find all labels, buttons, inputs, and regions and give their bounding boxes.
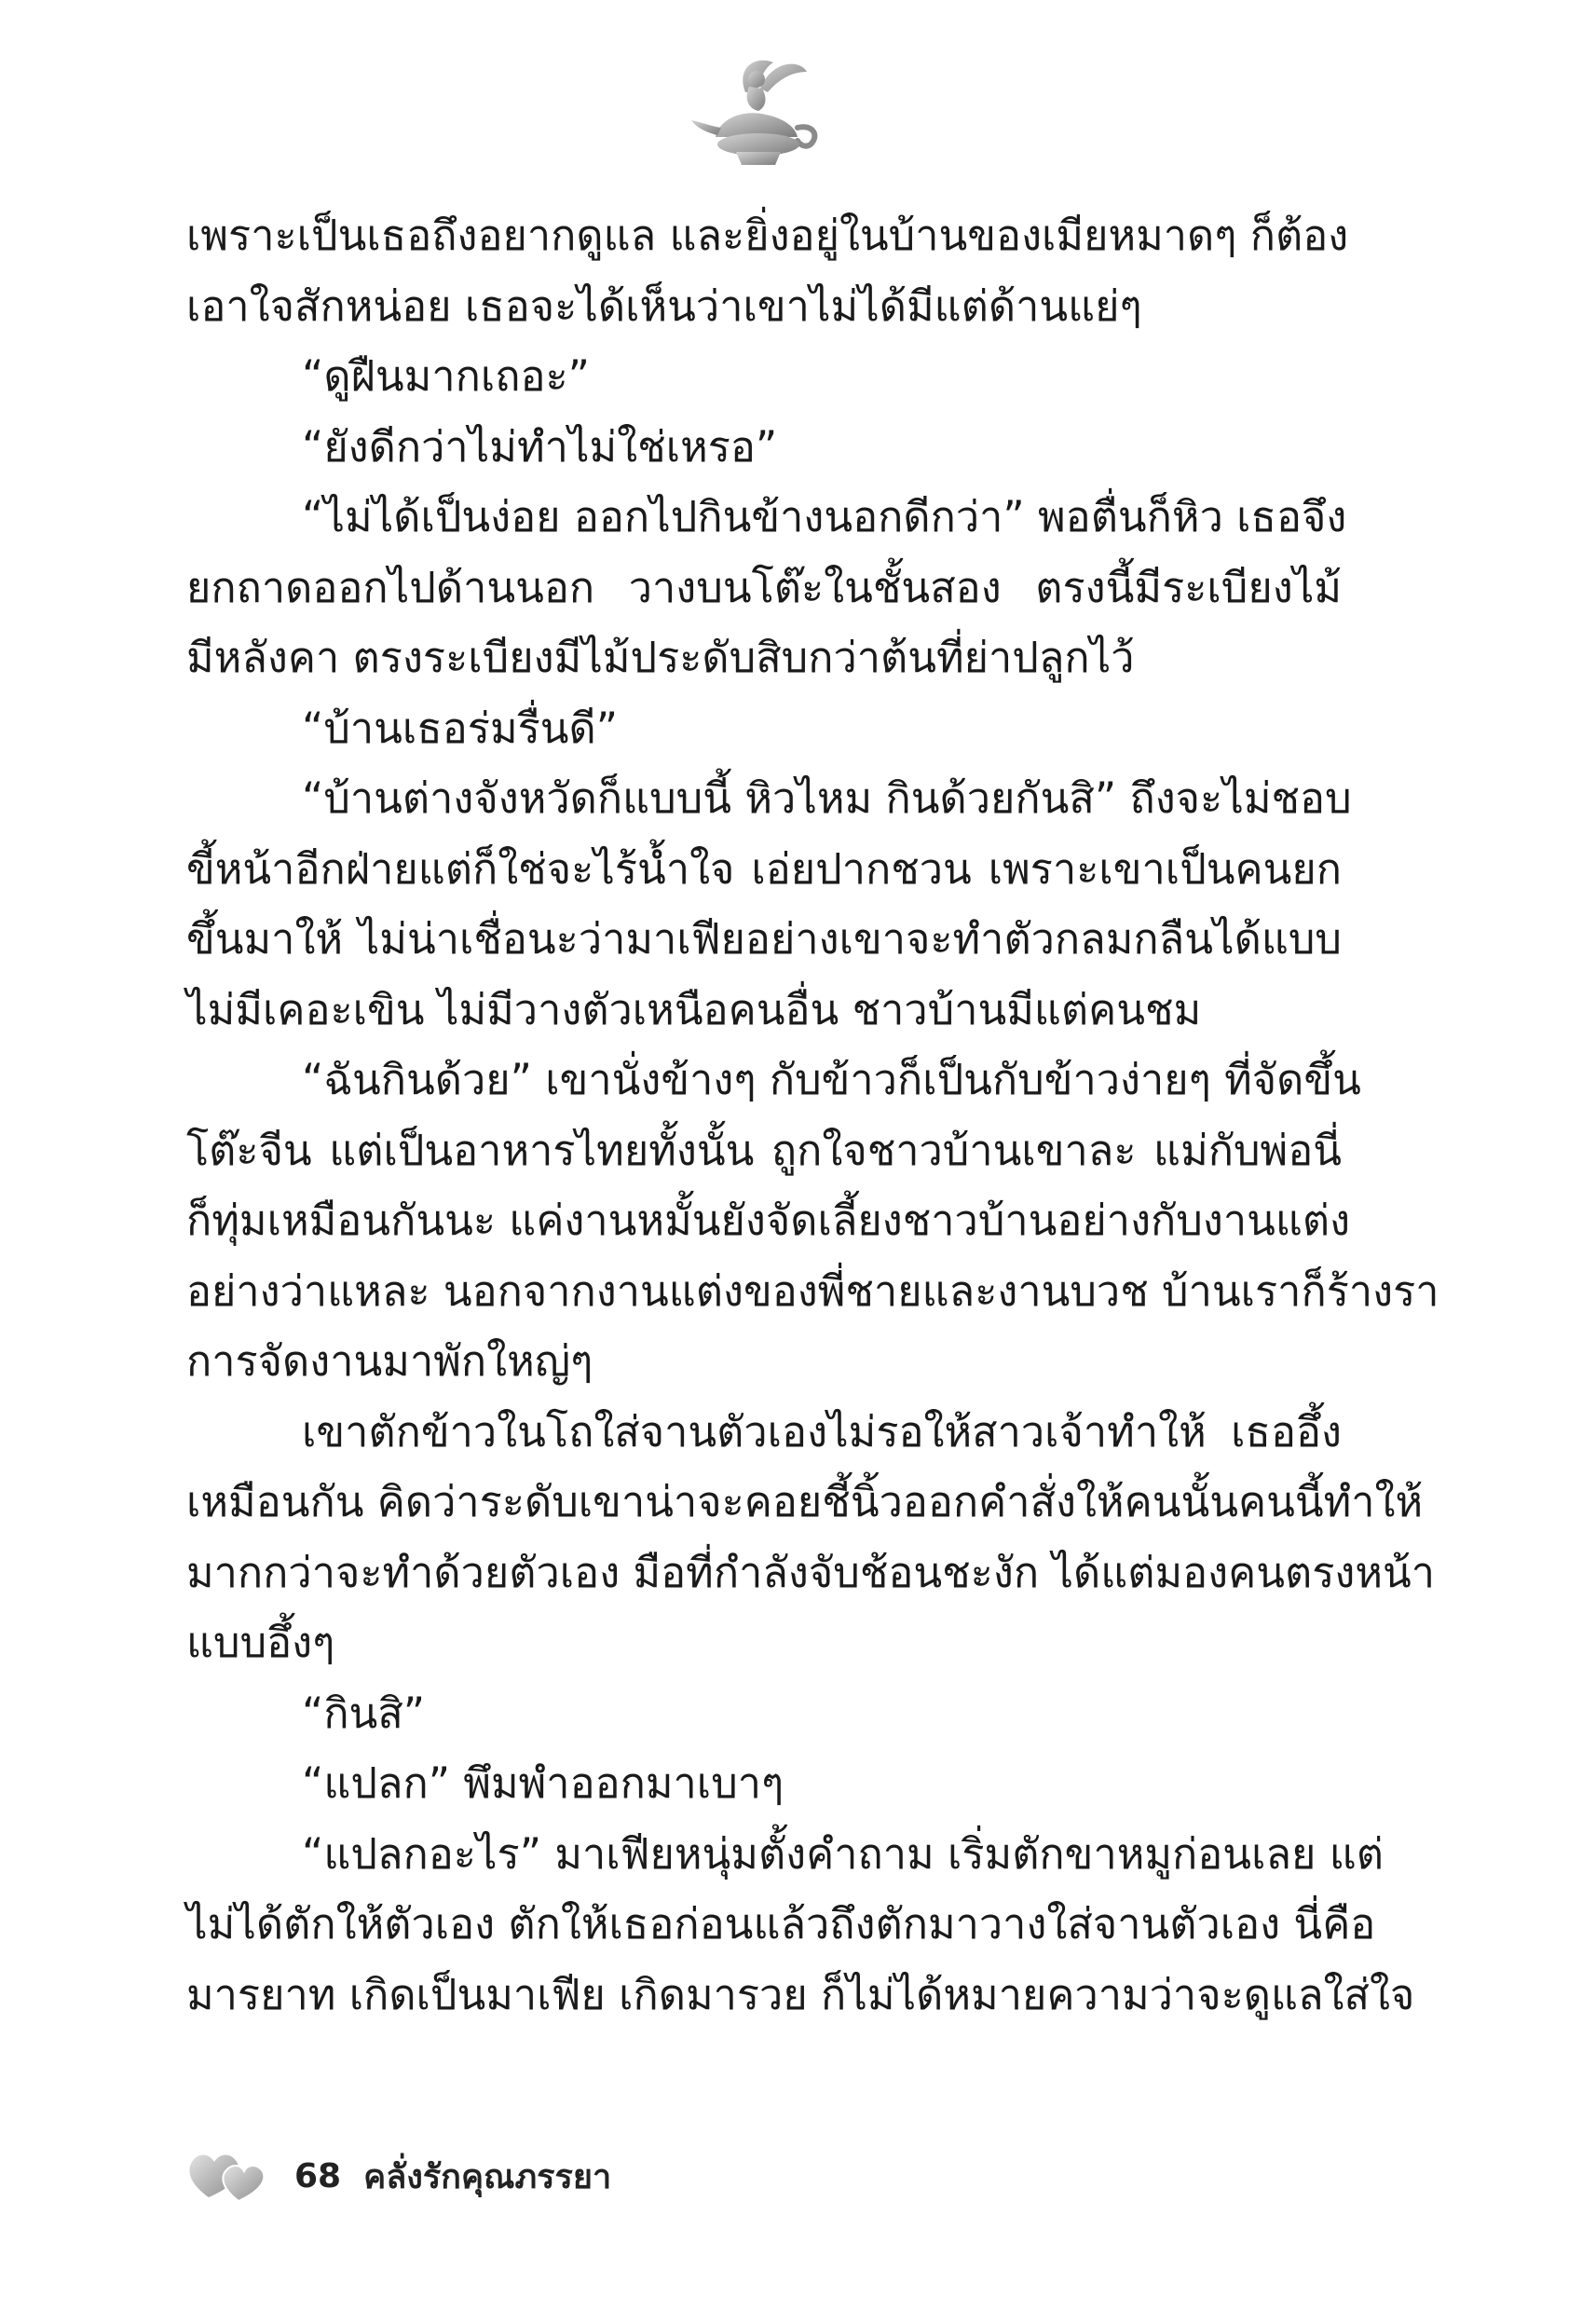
text-line: “ดูฝืนมากเถอะ” [302, 351, 590, 401]
text-line: เขาตักข้าวในโถใส่จานตัวเองไม่รอให้สาวเจ้าทำให้ เธออึ้ง [302, 1406, 1342, 1456]
text-line: “ยังดีกว่าไม่ทำไม่ใช่เหรอ” [302, 421, 778, 472]
body-text [186, 200, 1439, 2139]
paragraph [186, 693, 1342, 764]
text-line: “แปลก” พึมพำออกมาเบาๆ [302, 1758, 784, 1808]
paragraph [186, 1397, 1436, 1678]
text-line: “ฉันกินด้วย” เขานั่งข้างๆ กับข้าวก็เป็นกับข้าวง่ายๆ ที่จัดขึ้น [302, 1055, 1361, 1104]
book-title: คลั่งรักคุณภรรยา [363, 2157, 612, 2196]
paragraph [186, 1748, 1342, 1819]
text-line: โต๊ะจีน แต่เป็นอาหารไทยทั้งนั้น ถูกใจชาวบ้านเขาละ แม่กับพ่อนี่ [186, 1125, 1342, 1175]
paragraph [186, 1045, 1439, 1397]
paragraph [186, 412, 1342, 483]
page-number: 68 [294, 2156, 342, 2195]
paragraph [186, 1678, 1342, 1749]
paragraph [186, 200, 1349, 341]
text-line: มีหลังคา ตรงระเบียงมีไม้ประดับสิบกว่าต้นที่ย่าปลูกไว้ [186, 633, 1135, 682]
text-line: การจัดงานมาพักใหญ่ๆ [186, 1336, 593, 1386]
text-line: เอาใจสักหน่อย เธอจะได้เห็นว่าเขาไม่ได้มีแต่ด้านแย่ๆ [186, 280, 1142, 331]
text-line: “แปลกอะไร” มาเฟียหนุ่มตั้งคำถาม เริ่มตักขาหมูก่อนเลย แต่ [302, 1828, 1384, 1879]
text-line: ขึ้นมาให้ ไม่น่าเชื่อนะว่ามาเฟียอย่างเขาจะทำตัวกลมกลืนได้แบบ [186, 914, 1342, 964]
text-line: “บ้านต่างจังหวัดก็แบบนี้ หิวไหม กินด้วยกันสิ” ถึงจะไม่ชอบ [302, 773, 1352, 823]
text-line: ไม่ได้ตักให้ตัวเอง ตักให้เธอก่อนแล้วถึงตักมาวางใส่จานตัวเอง นี่คือ [186, 1899, 1376, 1949]
text-line: ยกถาดออกไปด้านนอก วางบนโต๊ะในชั้นสอง ตรงนี้มีระเบียงไม้ [186, 562, 1342, 612]
page-footer [186, 2143, 611, 2208]
text-line: มารยาท เกิดเป็นมาเฟีย เกิดมารวย ก็ไม่ได้หมายความว่าจะดูแลใส่ใจ [186, 1969, 1415, 2019]
paragraph [186, 482, 1347, 693]
text-line: ขี้หน้าอีกฝ่ายแต่ก็ใช่จะไร้น้ำใจ เอ่ยปากชวน เพราะเขาเป็นคนยก [186, 843, 1342, 894]
paragraph [186, 1819, 1415, 2031]
text-line: ก็ทุ่มเหมือนกันนะ แค่งานหมั้นยังจัดเลี้ยงชาวบ้านอย่างกับงานแต่ง [186, 1196, 1351, 1245]
hearts-icon [186, 2147, 266, 2205]
text-line: “บ้านเธอร่มรื่นดี” [302, 703, 619, 753]
paragraph [186, 341, 1342, 412]
text-line: เพราะเป็นเธอถึงอยากดูแล และยิ่งอยู่ในบ้านของเมียหมาดๆ ก็ต้อง [186, 211, 1349, 260]
teapot-cupid-ornament-icon [688, 51, 827, 172]
text-line: ไม่มีเคอะเขิน ไม่มีวางตัวเหนือคนอื่น ชาวบ้านมีแต่คนชม [186, 984, 1202, 1034]
text-line: “ไม่ได้เป็นง่อย ออกไปกินข้างนอกดีกว่า” พอตื่นก็หิว เธอจึง [302, 492, 1347, 541]
paragraph [186, 763, 1352, 1045]
text-line: เหมือนกัน คิดว่าระดับเขาน่าจะคอยชี้นิ้วออกคำสั่งให้คนนั้นคนนี้ทำให้ [186, 1477, 1424, 1526]
text-line: แบบอึ้งๆ [186, 1618, 335, 1667]
text-line: “กินสิ” [302, 1688, 426, 1738]
text-line: อย่างว่าแหละ นอกจากงานแต่งของพี่ชายและงานบวช บ้านเราก็ร้างรา [186, 1265, 1439, 1316]
text-line: มากกว่าจะทำด้วยตัวเอง มือที่กำลังจับช้อนชะงัก ได้แต่มองคนตรงหน้า [186, 1547, 1436, 1597]
